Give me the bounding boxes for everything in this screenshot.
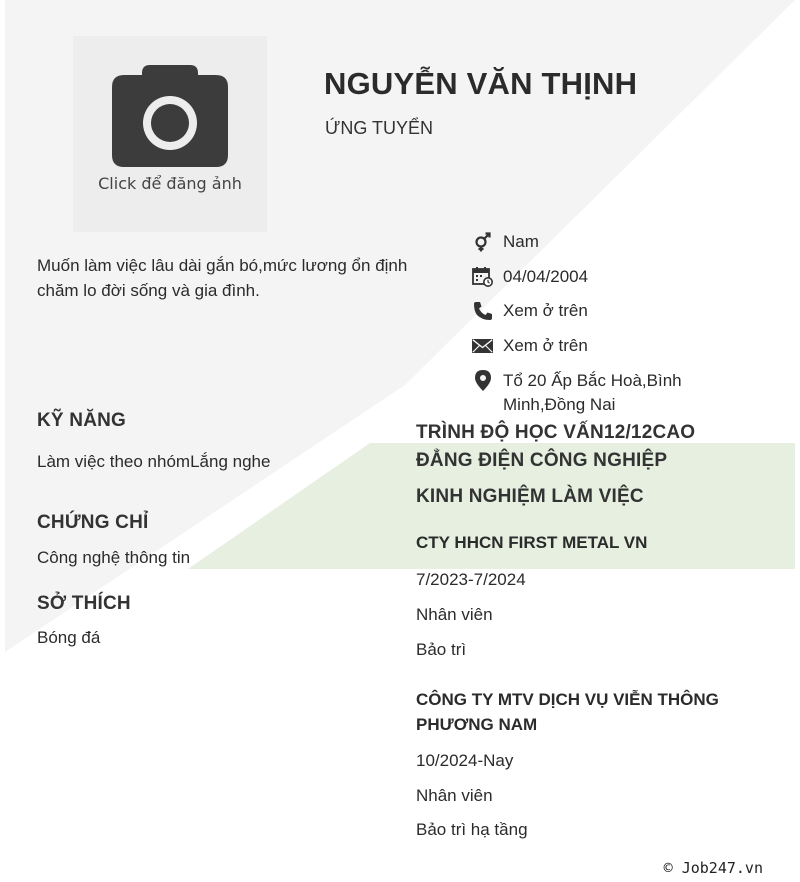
job-1-description: Bảo trì	[416, 640, 467, 659]
birthday-value: 04/04/2004	[503, 267, 589, 286]
career-objective: Muốn làm việc lâu dài gắn bó,mức lương ổn định chăm lo đời sống và gia đình.	[37, 256, 408, 300]
phone-icon	[472, 300, 493, 321]
gender-icon	[472, 231, 493, 252]
contact-gender	[472, 230, 712, 254]
applied-position: ỨNG TUYỂN	[325, 118, 434, 138]
skills-text: Làm việc theo nhómLắng nghe	[37, 452, 271, 471]
certificates-title: CHỨNG CHỈ	[37, 512, 149, 533]
contact-email	[472, 334, 712, 358]
skills-title: KỸ NĂNG	[37, 410, 127, 431]
gender-value: Nam	[503, 232, 539, 251]
job-2-period: 10/2024-Nay	[416, 751, 514, 770]
contact-address	[472, 369, 712, 417]
contact-birthday	[472, 265, 712, 289]
avatar-caption: Click để đăng ảnh	[98, 174, 242, 193]
calendar-icon	[472, 266, 493, 287]
camera-icon	[112, 65, 228, 167]
experience-title: KINH NGHIỆM LÀM VIỆC	[416, 486, 644, 507]
job-1-company: CTY HHCN FIRST METAL VN	[416, 533, 648, 552]
location-pin-icon	[472, 370, 493, 391]
phone-value: Xem ở trên	[503, 301, 588, 320]
education-title: TRÌNH ĐỘ HỌC VẤN12/12CAO ĐẲNG ĐIỆN CÔNG NGHIỆP	[416, 422, 696, 471]
job-2-role: Nhân viên	[416, 786, 493, 805]
email-value: Xem ở trên	[503, 336, 588, 355]
certificates-text: Công nghệ thông tin	[37, 548, 191, 567]
envelope-icon	[472, 335, 493, 356]
job-2-description: Bảo trì hạ tầng	[416, 820, 528, 839]
hobbies-title: SỞ THÍCH	[37, 593, 131, 614]
candidate-name: NGUYỄN VĂN THỊNH	[324, 66, 638, 101]
hobbies-text: Bóng đá	[37, 628, 101, 647]
avatar-upload[interactable]	[73, 36, 267, 232]
job-1-role: Nhân viên	[416, 605, 493, 624]
job-2-company: CÔNG TY MTV DỊCH VỤ VIỄN THÔNG PHƯƠNG NAM	[416, 690, 719, 734]
job-1-period: 7/2023-7/2024	[416, 570, 526, 589]
contact-phone	[472, 299, 712, 323]
contact-info	[472, 230, 712, 417]
address-value: Tổ 20 Ấp Bắc Hoà,Bình Minh,Đồng Nai	[503, 371, 682, 414]
footer-copyright[interactable]: © Job247.vn	[663, 859, 763, 877]
